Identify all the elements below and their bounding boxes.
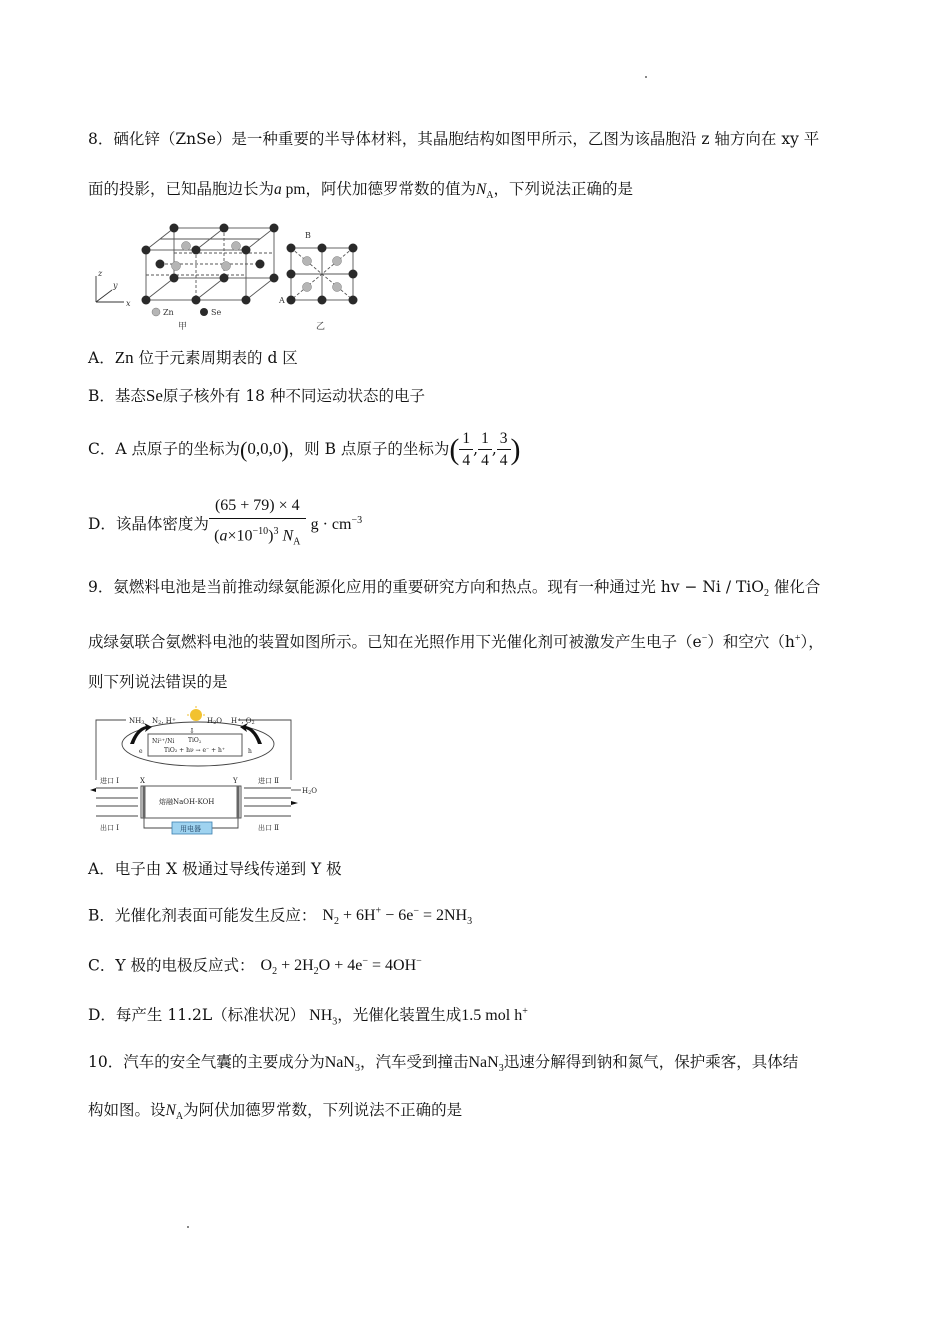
svg-text:出口 Ⅱ: 出口 Ⅱ [258,824,279,832]
svg-text:Y: Y [233,777,238,785]
q9-stem-line2: 成绿氨联合氨燃料电池的装置如图所示。已知在光照作用下光催化剂可被激发产生电子（e−）和空穴（h+）， [88,633,824,652]
svg-text:出口 Ⅰ: 出口 Ⅰ [100,824,119,832]
svg-text:A: A [279,296,285,305]
svg-text:H+, O2: H+, O2 [231,717,255,726]
svg-text:Zn: Zn [163,308,174,317]
svg-text:e: e [139,748,143,755]
svg-text:z: z [98,269,103,278]
q8-stem-line1: 8．硒化锌（ZnSe）是一种重要的半导体材料，其晶胞结构如图甲所示，乙图为该晶胞沿 z 轴方向在 xy 平 [88,130,820,148]
q8-option-a: A．Zn 位于元素周期表的 d 区 [88,348,298,367]
q10-stem-line2: 构如图。设$N_A$为阿伏加德罗常数，下列说法不正确的是 [88,1101,463,1123]
svg-text:熔融NaOH-KOH: 熔融NaOH-KOH [159,798,215,806]
q9-option-b: B．光催化剂表面可能发生反应： $N_2 + 6H^+ - 6e^- = 2NH_3$ [88,906,473,928]
svg-text:进口 Ⅰ: 进口 Ⅰ [100,777,119,785]
q8-option-b: B．基态Se原子核外有 18 种不同运动状态的电子 [88,386,425,405]
q9-stem-line1: 9．氨燃料电池是当前推动绿氨能源化应用的重要研究方向和热点。现有一种通过光 hv − Ni / TiO$_2$ 催化合 [88,578,821,600]
crystal-figure [86,218,376,336]
svg-text:X: X [140,777,145,785]
svg-text:N2, H+: N2, H+ [152,717,177,726]
q8-option-d: D．该晶体密度为 $\frac{(65 + 79) \times 4}{(a\times 10^{-10})^3 N_A}$ $g \cdot cm^{-3}$ [88,497,363,548]
svg-text:⇩: ⇩ [189,727,195,735]
speck [187,1226,189,1228]
svg-text:H2O: H2O [302,787,318,796]
svg-text:TiO₂ + hν → e⁻ + h⁺: TiO₂ + hν → e⁻ + h⁺ [164,747,226,754]
speck [645,76,647,78]
svg-text:x: x [126,299,131,308]
svg-text:B: B [305,231,311,240]
q10-stem-line1: 10．汽车的安全气囊的主要成分为NaN$_3$，汽车受到撞击NaN$_3$迅速分解得到钠和氮气，保护乘客，具体结 [88,1053,799,1075]
svg-text:y: y [113,281,118,290]
svg-text:Ni2+/Ni: $Ni^{2+}/Ni$ [152,737,175,745]
svg-text:乙: 乙 [316,322,326,332]
q8-option-c: C．A 点原子的坐标为(0,0,0)，则 B 点原子的坐标为( $\frac{1}{4}$ , $\frac{1}{4}$ , $\frac{3}{4}$ ) [88,429,521,469]
q9-stem-line3: 则下列说法错误的是 [88,673,228,691]
svg-text:用电器: 用电器 [180,825,201,833]
q8-stem-line2: 面的投影，已知晶胞边长为a pm，阿伏加德罗常数的值为$N_A$，下列说法正确的是 [88,180,634,202]
q9-option-c: C．Y 极的电极反应式： $O_2 + 2H_2O + 4e^- = 4OH^-$ [88,956,422,978]
q9-option-a: A．电子由 X 极通过导线传递到 Y 极 [88,860,342,878]
svg-text:甲: 甲 [178,322,188,332]
svg-text:Se: Se [211,308,222,317]
svg-text:h: h [248,748,252,755]
svg-text:H2O: H2O [207,717,223,726]
svg-text:NH3: NH3 [129,717,145,726]
svg-text:TiO2: TiO2 [188,737,202,744]
fuel-cell-diagram [86,706,326,838]
svg-text:进口 Ⅱ: 进口 Ⅱ [258,777,279,785]
q9-option-d: D．每产生 11.2L（标准状况） $NH_3$，光催化装置生成1.5 mol h+ [88,1006,528,1028]
